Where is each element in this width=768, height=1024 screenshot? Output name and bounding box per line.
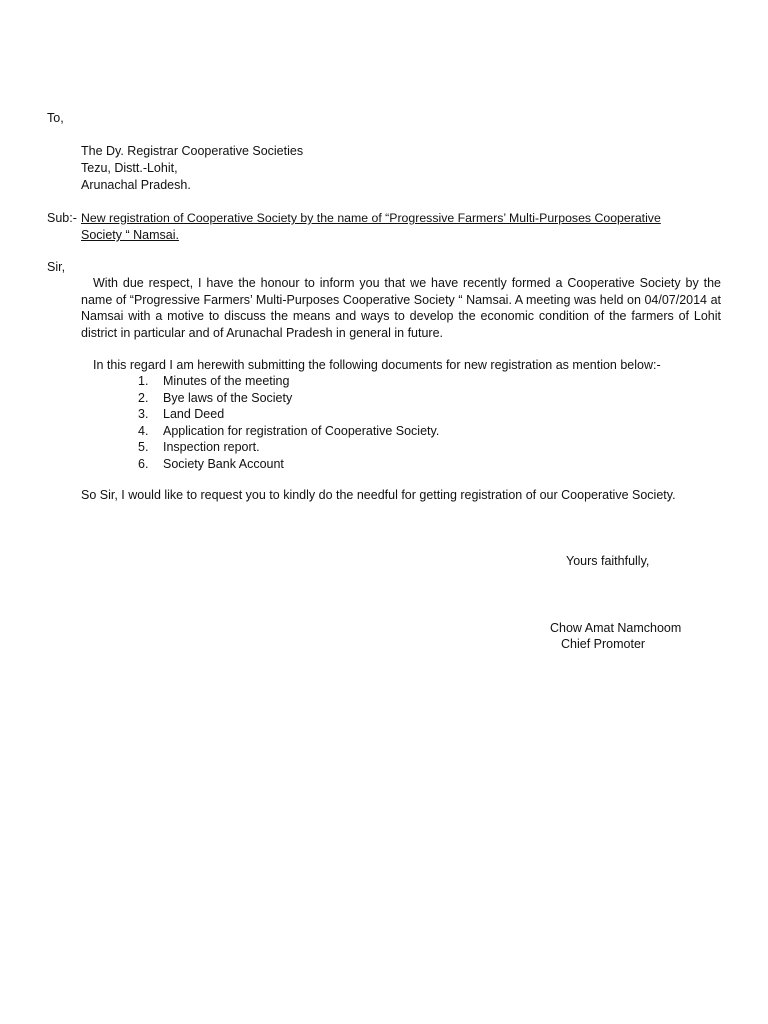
subject-line-2: Society “ Namsai. xyxy=(81,228,179,242)
list-item xyxy=(138,406,439,423)
recipient-line-3: Arunachal Pradesh. xyxy=(81,178,191,192)
list-item-number: 4. xyxy=(138,423,149,438)
list-item-number: 1. xyxy=(138,374,149,388)
list-item-number: 2. xyxy=(138,390,149,405)
body-paragraph-2: In this regard I am herewith submitting the following documents for new registration as mention below:- xyxy=(93,358,661,372)
list-item-number: 3. xyxy=(138,407,149,421)
list-item xyxy=(138,390,439,407)
recipient-line-1: The Dy. Registrar Cooperative Societies xyxy=(81,144,304,158)
body-paragraph-1-text: With due respect, I have the honour to inform you that we have recently formed a Cooperative Society by the name of “Progressive Farmers’ Multi-Purposes Cooperative Society “ Namsai. A meeting was held on 04/07/2014 at Namsai with a motive to discuss the means and ways to develop the economic condition of the farmers of Lohit district in particular and of Arunachal Pradesh in general in future. xyxy=(81,276,721,340)
list-item xyxy=(138,423,439,440)
signatory-title: Chief Promoter xyxy=(561,637,646,651)
list-item-label: Application for registration of Cooperative Society. xyxy=(163,423,440,438)
signatory-name: Chow Amat Namchoom xyxy=(550,621,682,635)
subject-prefix: Sub:- xyxy=(47,211,77,225)
documents-list xyxy=(138,373,439,472)
list-item-label: Bye laws of the Society xyxy=(163,390,293,405)
list-item xyxy=(138,439,439,456)
list-item-label: Society Bank Account xyxy=(163,456,284,471)
recipient-line-2: Tezu, Distt.-Lohit, xyxy=(81,161,178,175)
closing: Yours faithfully, xyxy=(566,554,650,568)
list-item-label: Inspection report. xyxy=(163,440,260,454)
body-paragraph-3: So Sir, I would like to request you to kindly do the needful for getting registration of our Cooperative Society. xyxy=(81,488,676,502)
salutation-to: To, xyxy=(47,111,64,125)
list-item-label: Minutes of the meeting xyxy=(163,374,290,388)
list-item-label: Land Deed xyxy=(163,407,225,421)
list-item xyxy=(138,373,439,390)
list-item-number: 6. xyxy=(138,456,149,471)
body-paragraph-1 xyxy=(81,275,721,341)
greeting: Sir, xyxy=(47,260,66,274)
list-item-number: 5. xyxy=(138,440,149,454)
subject-line-1: New registration of Cooperative Society by the name of “Progressive Farmers’ Multi-Purposes Cooperative xyxy=(81,211,661,225)
list-item xyxy=(138,456,439,473)
